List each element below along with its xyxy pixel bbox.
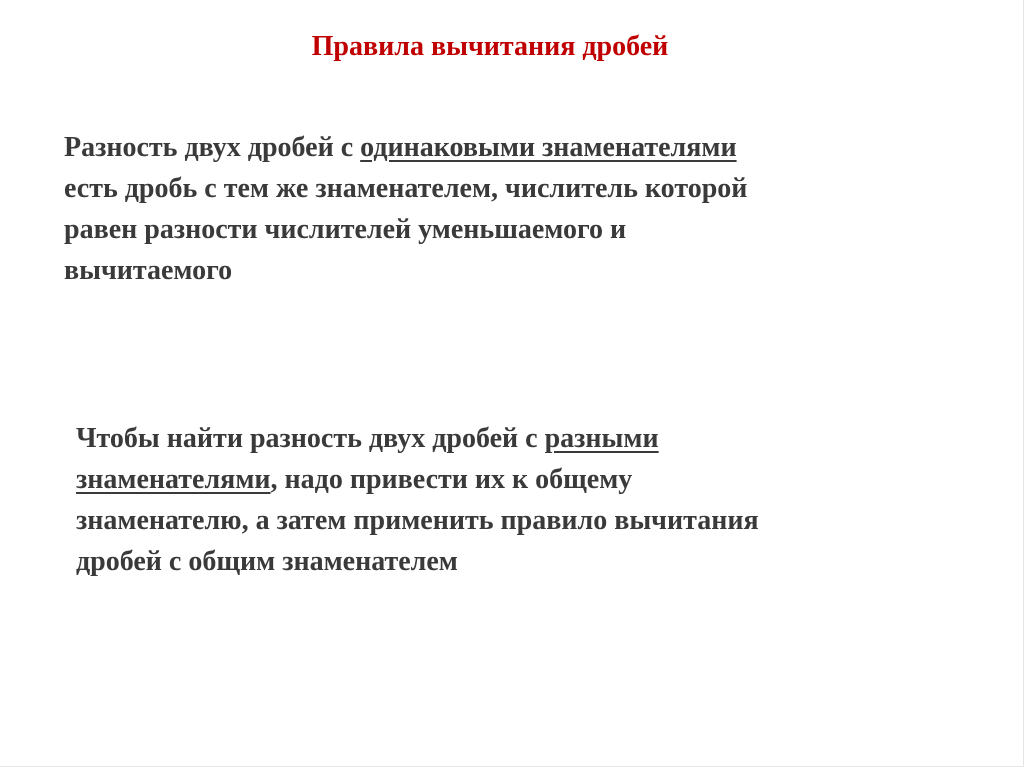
rule2-line-1 (76, 418, 759, 459)
rule-different-denominators (76, 418, 759, 582)
rule2-underlined-term-1: разными (544, 423, 659, 454)
rule1-line-3: равен разности числителей уменьшаемого и (64, 214, 627, 245)
rule2-underlined-term-2: знаменателями (76, 464, 271, 495)
rule1-line-1 (64, 127, 747, 168)
slide-title: Правила вычитания дробей (311, 31, 669, 62)
rule-same-denominator (64, 127, 747, 291)
rule1-underlined-term: одинаковыми знаменателями (360, 132, 737, 163)
rule1-line-4: вычитаемого (64, 255, 233, 286)
rule2-line-4: дробей с общим знаменателем (76, 546, 458, 577)
rule1-line-2: есть дробь с тем же знаменателем, числитель которой (64, 173, 748, 204)
rule2-line-2-text: , надо привести их к общему (270, 464, 633, 495)
rule1-line-1-text: Разность двух дробей с (64, 132, 361, 163)
rule2-line-2 (76, 459, 759, 500)
rule2-line-3: знаменателю, а затем применить правило вычитания (76, 505, 759, 536)
rule2-line-1-text: Чтобы найти разность двух дробей с (76, 423, 545, 454)
